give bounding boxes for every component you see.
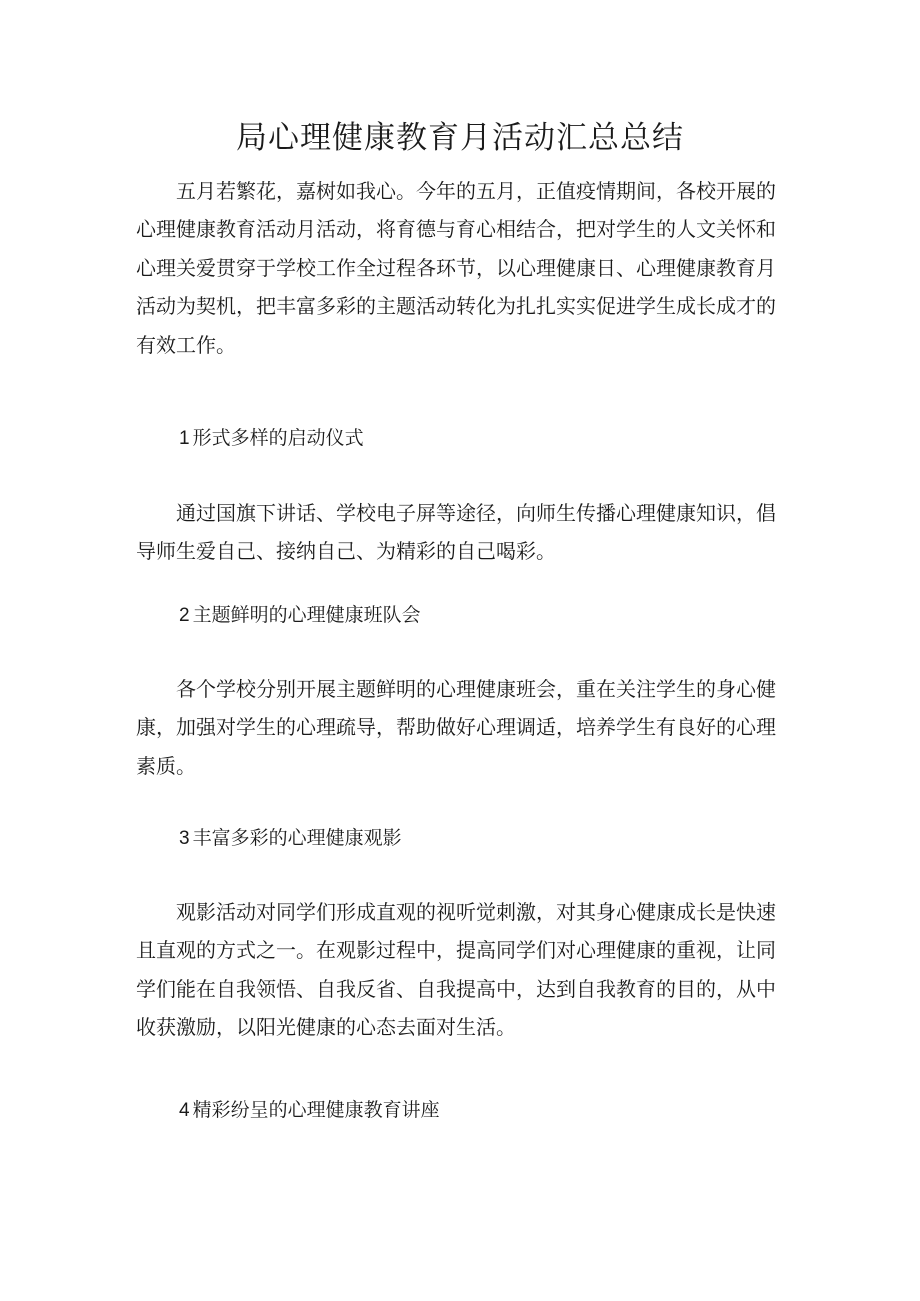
paragraph-line: 各个学校分别开展主题鲜明的心理健康班会，重在关注学生的身心健 xyxy=(136,677,776,701)
section-heading xyxy=(179,825,402,852)
section-paragraph xyxy=(136,494,780,571)
section-paragraph xyxy=(136,893,780,1047)
paragraph-line: 导师生爱自己、接纳自己、为精彩的自己喝彩。 xyxy=(136,539,556,564)
paragraph-line: 康，加强对学生的心理疏导，帮助做好心理调适，培养学生有良好的心理 xyxy=(136,715,776,740)
paragraph-line: 观影活动对同学们形成直观的视听觉刺激，对其身心健康成长是快速 xyxy=(136,900,776,924)
paragraph-line: 活动为契机，把丰富多彩的主题活动转化为扎扎实实促进学生成长成才的 xyxy=(136,294,776,319)
section-heading xyxy=(179,1097,440,1124)
section-number: 1 xyxy=(179,428,190,449)
paragraph-line: 且直观的方式之一。在观影过程中，提高同学们对心理健康的重视，让同 xyxy=(136,938,776,963)
section-heading-text: 精彩纷呈的心理健康教育讲座 xyxy=(192,1099,440,1121)
section-heading-text: 主题鲜明的心理健康班队会 xyxy=(192,604,421,626)
paragraph-line: 通过国旗下讲话、学校电子屏等途径，向师生传播心理健康知识，倡 xyxy=(136,501,776,525)
section-heading-text: 丰富多彩的心理健康观影 xyxy=(192,827,402,849)
section-heading xyxy=(179,425,364,452)
paragraph-line: 五月若繁花，嘉树如我心。今年的五月，正值疫情期间，各校开展的 xyxy=(136,179,776,203)
paragraph-line: 素质。 xyxy=(136,753,196,778)
intro-paragraph xyxy=(136,172,780,364)
section-number: 2 xyxy=(179,605,190,626)
section-paragraph xyxy=(136,670,780,785)
section-heading xyxy=(179,602,421,629)
paragraph-line: 收获激励，以阳光健康的心态去面对生活。 xyxy=(136,1015,516,1040)
section-number: 3 xyxy=(179,828,190,849)
paragraph-line: 心理健康教育活动月活动，将育德与育心相结合，把对学生的人文关怀和 xyxy=(136,217,776,242)
paragraph-line: 心理关爱贯穿于学校工作全过程各环节，以心理健康日、心理健康教育月 xyxy=(136,255,776,280)
section-heading-text: 形式多样的启动仪式 xyxy=(192,427,364,449)
paragraph-line: 学们能在自我领悟、自我反省、自我提高中，达到自我教育的目的，从中 xyxy=(136,976,776,1001)
document-title: 局心理健康教育月活动汇总总结 xyxy=(236,120,684,156)
section-number: 4 xyxy=(179,1100,190,1121)
paragraph-line: 有效工作。 xyxy=(136,332,236,357)
